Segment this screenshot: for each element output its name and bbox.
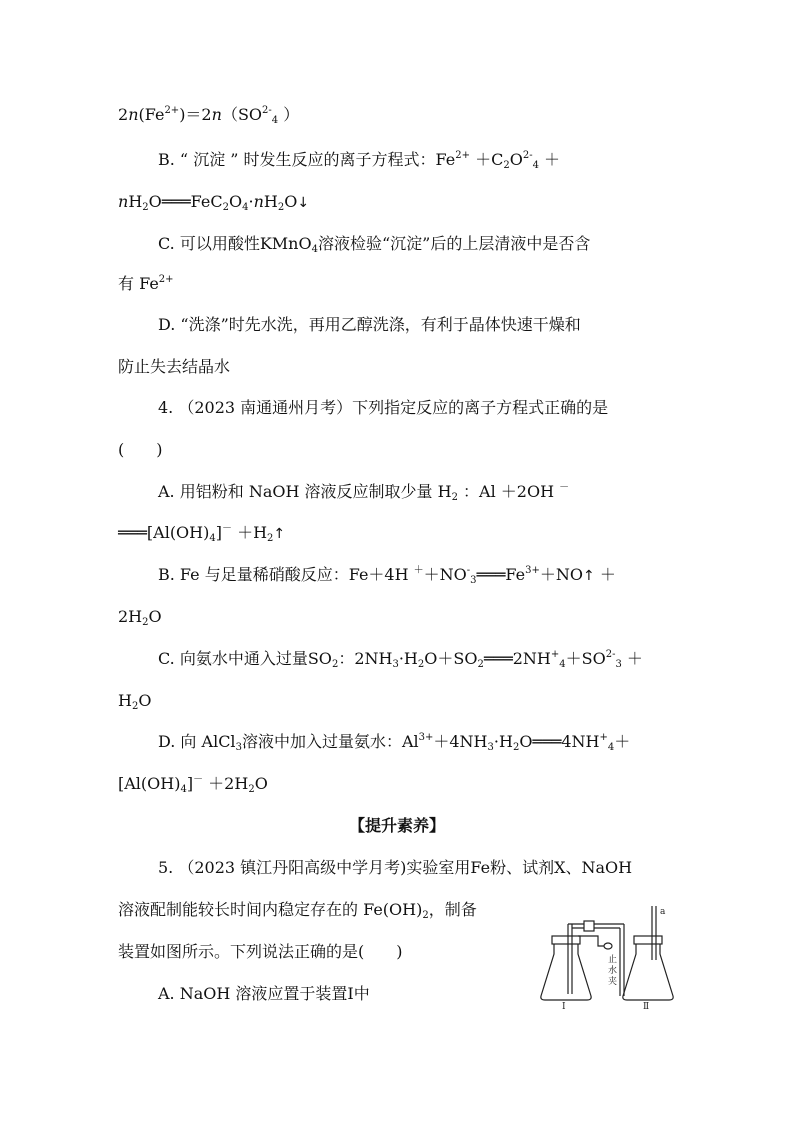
- section-heading: 【提升素养】: [348, 816, 445, 835]
- option-b-line-2: $nH_2O═══FeC_2O_4\cdot nH_2O↓$: [118, 192, 310, 213]
- clamp-icon: [604, 943, 612, 949]
- gas-arrow-icon: ↑: [583, 568, 595, 584]
- q4-option-c-line-2: $H_2O$: [118, 691, 152, 712]
- flask-1-label: Ⅰ: [562, 1002, 566, 1010]
- q4-option-b-line-1: B. Fe 与足量稀硝酸反应：Fe＋4H $^++NO^-_3═══Fe^{3+}+NO↑$ ＋: [158, 565, 616, 586]
- question-4-answer-blank: ( ): [118, 440, 163, 459]
- question-4-stem: 4. （2023 南通通州月考）下列指定反应的离子方程式正确的是: [158, 398, 609, 417]
- q4-option-a-line-1: A. 用铝粉和 NaOH 溶液反应制取少量 $H_2$ ：Al ＋2OH －: [158, 482, 570, 503]
- flask-2: [623, 944, 673, 1000]
- clamp-label-2: 水: [608, 966, 618, 976]
- question-5-line-2: 溶液配制能较长时间内稳定存在的 $Fe(OH)_2$，制备: [118, 900, 477, 921]
- flask-2-label: Ⅱ: [643, 1002, 650, 1010]
- flask-1: [541, 944, 591, 1000]
- option-d-line-1: D. “洗涤”时先水洗，再用乙醇洗涤，有利于晶体快速干燥和: [158, 315, 581, 334]
- q4-option-d-line-2: $[Al(OH)_4]^- +2H_2O$: [118, 774, 268, 795]
- apparatus-diagram: [538, 900, 688, 1010]
- q5-option-a: A. NaOH 溶液应置于装置Ⅰ中: [158, 984, 370, 1003]
- stopper-1: [552, 936, 580, 944]
- gas-arrow-icon: ↑: [273, 526, 286, 542]
- stopper-2: [634, 936, 662, 944]
- side-tube: [578, 936, 604, 946]
- label-a: a: [660, 907, 666, 917]
- clamp-label-3: 夹: [608, 977, 618, 987]
- question-5-line-3: 装置如图所示。下列说法正确的是( ): [118, 942, 403, 961]
- option-c-line-2: 有 $Fe^{2+}$: [118, 274, 174, 293]
- precipitate-arrow-icon: ↓: [297, 195, 310, 211]
- option-d-line-2: 防止失去结晶水: [118, 357, 231, 376]
- clamp-label-1: 止: [608, 955, 618, 965]
- q4-option-b-line-2: $2H_2O$: [118, 607, 162, 628]
- option-a-continuation: $2n(Fe^{2+})=2n(SO^{2-}_4$ ）: [118, 105, 300, 126]
- question-5-line-1: 5. （2023 镇江丹阳高级中学月考)实验室用Fe粉、试剂X、NaOH: [158, 858, 633, 877]
- q4-option-d-line-1: D. 向 AlCl$_3$溶液中加入过量氨水：$Al^{3+}+4NH_3\cdot H_2O═══4NH^+_4+$: [158, 732, 631, 753]
- option-b-line-1: B. “ 沉淀 ” 时发生反应的离子方程式：$Fe^{2+} +C_2O^{2-}_4$ ＋: [158, 150, 561, 171]
- q4-option-a-line-2: $═══[Al(OH)_4]^-$ $+H_2↑$: [118, 523, 286, 544]
- option-c-line-1: C. 可以用酸性KMnO$_4$溶液检验“沉淀”后的上层清液中是否含: [158, 234, 591, 255]
- q4-option-c-line-1: C. 向氨水中通入过量$SO_2$：$2NH_3\cdot H_2O+SO_2═══2NH^+_4+SO^{2-}_3$ ＋: [158, 649, 643, 670]
